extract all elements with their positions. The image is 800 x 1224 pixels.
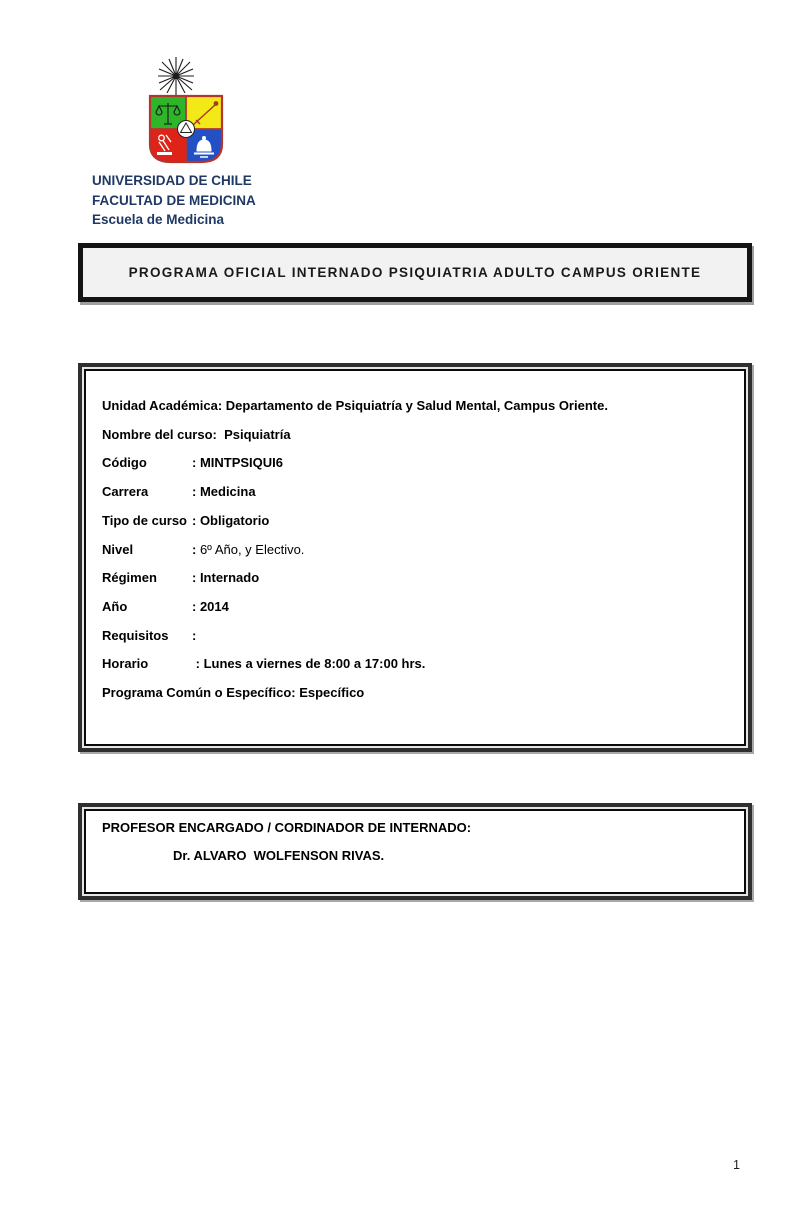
field-label: Unidad Académica: [102, 398, 223, 413]
field-label: Código [102, 455, 147, 471]
title-banner [78, 243, 752, 302]
course-info-rows [86, 371, 744, 708]
course-row-regimen [102, 564, 732, 593]
letterhead [92, 171, 256, 230]
course-row-carrera [102, 478, 732, 507]
professor-box-inner [84, 809, 746, 894]
field-label: Horario [102, 656, 149, 672]
field-value: : [192, 627, 197, 643]
field-value: Específico [295, 685, 365, 701]
field-label: Año [102, 598, 128, 614]
starburst [158, 57, 194, 95]
course-row-nombre-del-curso [102, 421, 732, 450]
course-row-nivel [102, 536, 732, 565]
page-number: 1 [733, 1158, 740, 1172]
field-value: : Lunes a viernes de 8:00 a 17:00 hrs. [192, 656, 426, 672]
field-value: Departamento de Psiquiatría y Salud Mental, Campus Oriente. [222, 398, 608, 413]
course-row-horario [102, 650, 732, 679]
field-value: 6º Año, y Electivo. [199, 541, 305, 557]
field-value: Psiquiatría [216, 426, 291, 442]
course-row-unidad-academica [102, 392, 732, 421]
field-value: : Obligatorio [192, 512, 270, 528]
professor-box [78, 803, 752, 900]
field-label: Programa Común o Específico: [102, 685, 296, 701]
course-row-requisitos [102, 622, 732, 651]
center-emblem [178, 121, 195, 138]
professor-name: Dr. ALVARO WOLFENSON RIVAS. [173, 848, 385, 863]
field-label: Carrera [102, 484, 149, 500]
course-info-box [78, 363, 752, 752]
course-row-tipo-de-curso [102, 507, 732, 536]
title-banner-text: PROGRAMA OFICIAL INTERNADO PSIQUIATRIA ADULTO CAMPUS ORIENTE [128, 265, 702, 280]
professor-box-content [86, 811, 744, 866]
field-value-colon: : [192, 541, 200, 557]
course-row-ano [102, 593, 732, 622]
professor-heading: PROFESOR ENCARGADO / CORDINADOR DE INTERNADO: [102, 820, 472, 835]
letterhead-school: Escuela de Medicina [92, 212, 225, 227]
university-crest-logo [138, 56, 234, 166]
course-row-codigo [102, 449, 732, 478]
field-label: Tipo de curso [102, 512, 187, 528]
course-row-programa-comun-o-especifico [102, 679, 732, 708]
field-value: : 2014 [192, 598, 229, 614]
field-label: Régimen [102, 570, 157, 586]
field-label: Nivel [102, 541, 134, 557]
field-value: : Internado [192, 570, 260, 586]
field-value: : Medicina [192, 484, 256, 500]
course-info-box-inner [84, 369, 746, 746]
letterhead-faculty: FACULTAD DE MEDICINA [92, 192, 256, 208]
field-value: : MINTPSIQUI6 [192, 455, 284, 471]
field-label: Requisitos [102, 627, 169, 643]
field-label: Nombre del curso: [102, 426, 217, 442]
letterhead-university: UNIVERSIDAD DE CHILE [92, 173, 252, 188]
